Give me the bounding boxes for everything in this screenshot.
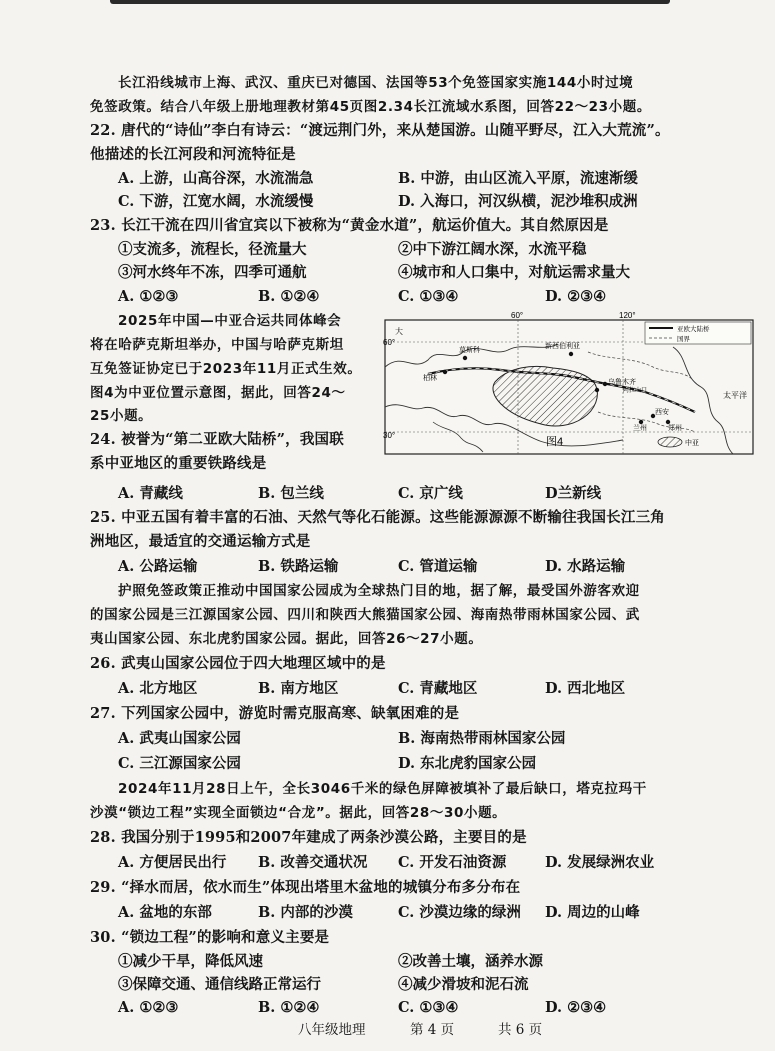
q24-option-b: B. 包兰线 — [258, 485, 324, 502]
q28-option-d: D. 发展绿洲农业 — [545, 854, 655, 871]
map-lon-60: 60° — [511, 312, 524, 320]
q28-option-c: C. 开发石油资源 — [398, 854, 507, 871]
q30-item-2: ②改善土壤，涵养水源 — [398, 953, 543, 970]
q23-item-4: ④城市和人口集中，对航运需求量大 — [398, 264, 630, 281]
intro2-line3: 互免签证协定已于2023年11月正式生效。 — [90, 361, 362, 377]
map-legend-central-asia: 中亚 — [685, 440, 699, 447]
q29-option-c: C. 沙漠边缘的绿洲 — [398, 904, 521, 921]
q30-stem: 30. “锁边工程”的影响和意义主要是 — [90, 929, 330, 946]
central-asia-map — [383, 312, 775, 460]
q27-option-a: A. 武夷山国家公园 — [118, 730, 241, 747]
map-label-xian: 西安 — [655, 409, 669, 416]
q23-item-1: ①支流多，流程长，径流量大 — [118, 241, 307, 258]
q25-option-c: C. 管道运输 — [398, 558, 478, 575]
q22-option-b: B. 中游，由山区流入平原，流速渐缓 — [398, 170, 638, 187]
map-label-lanzhou: 兰州 — [633, 425, 647, 432]
q28-option-a: A. 方便居民出行 — [118, 854, 227, 871]
q25-option-a: A. 公路运输 — [118, 558, 198, 575]
q25-stem-line2: 洲地区，最适宜的交通运输方式是 — [90, 533, 311, 550]
map-lon-120: 120° — [619, 312, 636, 320]
q24-option-d: D兰新线 — [545, 485, 602, 502]
map-lat-60: 60° — [383, 338, 396, 347]
q26-option-b: B. 南方地区 — [258, 680, 339, 697]
intro4-line1: 2024年11月28日上午，全长3046千米的绿色屏障被填补了最后缺口，塔克拉玛干 — [118, 781, 647, 797]
intro2-line5: 25小题。 — [90, 408, 153, 424]
map-label-alashankou: 阿拉山口 — [623, 388, 648, 394]
intro1-line2: 免签政策。结合八年级上册地理教材第45页图2.34长江流域水系图，回答22～23小题。 — [90, 99, 651, 115]
q23-stem: 23. 长江干流在四川省宜宾以下被称为“黄金水道”，航运价值大。其自然原因是 — [90, 217, 609, 234]
q29-option-b: B. 内部的沙漠 — [258, 904, 353, 921]
q28-stem: 28. 我国分别于1995和2007年建成了两条沙漠公路，主要目的是 — [90, 829, 527, 846]
q24-option-c: C. 京广线 — [398, 485, 463, 502]
q22-stem-line1: 22. 唐代的“诗仙”李白有诗云：“渡远荆门外，来从楚国游。山随平野尽，江入大荒流”。 — [90, 122, 670, 139]
q23-option-b: B. ①②④ — [258, 288, 320, 305]
q25-stem-line1: 25. 中亚五国有着丰富的石油、天然气等化石能源。这些能源源源不断输往我国长江三角 — [90, 509, 665, 526]
q30-option-b: B. ①②④ — [258, 999, 320, 1016]
map-label-pacific: 太平洋 — [723, 391, 747, 400]
q27-option-b: B. 海南热带雨林国家公园 — [398, 730, 566, 747]
map-lat-30: 30° — [383, 431, 396, 440]
intro3-line3: 夷山国家公园、东北虎豹国家公园。据此，回答26～27小题。 — [90, 631, 483, 647]
intro2-line4: 图4为中亚位置示意图，据此，回答24～ — [90, 385, 346, 401]
q26-option-a: A. 北方地区 — [118, 680, 198, 697]
map-label-moscow: 莫斯科 — [459, 347, 480, 354]
q23-option-a: A. ①②③ — [118, 288, 179, 305]
map-legend-railway: 亚欧大陆桥 — [677, 326, 710, 333]
q27-option-d: D. 东北虎豹国家公园 — [398, 755, 537, 772]
footer-subject: 八年级地理 — [298, 1022, 366, 1038]
q30-item-4: ④减少滑坡和泥石流 — [398, 976, 529, 993]
q23-option-c: C. ①③④ — [398, 288, 459, 305]
map-label-urumqi: 乌鲁木齐 — [608, 379, 636, 386]
footer-page-number: 第 4 页 — [410, 1022, 455, 1038]
q30-item-1: ①减少干旱，降低风速 — [118, 953, 263, 970]
footer-total-pages: 共 6 页 — [498, 1022, 543, 1038]
q27-option-c: C. 三江源国家公园 — [118, 755, 241, 772]
q22-option-c: C. 下游，江宽水阔，水流缓慢 — [118, 193, 314, 210]
intro3-line2: 的国家公园是三江源国家公园、四川和陕西大熊猫国家公园、海南热带雨林国家公园、武 — [90, 607, 640, 623]
intro4-line2: 沙漠“锁边工程”实现全面锁边“合龙”。据此，回答28～30小题。 — [90, 805, 507, 821]
q22-option-a: A. 上游，山高谷深，水流湍急 — [118, 170, 314, 187]
q22-option-d: D. 入海口，河汉纵横，泥沙堆积成洲 — [398, 193, 638, 210]
q26-stem: 26. 武夷山国家公园位于四大地理区域中的是 — [90, 655, 386, 672]
q28-option-b: B. 改善交通状况 — [258, 854, 368, 871]
q26-option-d: D. 西北地区 — [545, 680, 626, 697]
q22-stem-line2: 他描述的长江河段和河流特征是 — [90, 146, 296, 163]
q30-option-a: A. ①②③ — [118, 999, 179, 1016]
map-label-novosibirsk: 新西伯利亚 — [545, 343, 580, 350]
intro3-line1: 护照免签政策正推动中国国家公园成为全球热门目的地，据了解，最受国外游客欢迎 — [118, 583, 640, 599]
q23-option-d: D. ②③④ — [545, 288, 607, 305]
map-legend-border: 国界 — [677, 336, 690, 343]
map-label-zhengzhou: 郑州 — [668, 425, 682, 432]
intro1-line1: 长江沿线城市上海、武汉、重庆已对德国、法国等53个免签国家实施144小时过境 — [118, 75, 634, 91]
q25-option-d: D. 水路运输 — [545, 558, 626, 575]
intro2-line2: 将在哈萨克斯坦举办，中国与哈萨克斯坦 — [90, 337, 344, 353]
intro2-line1: 2025年中国—中亚合运共同体峰会 — [118, 313, 342, 329]
q24-stem-line1: 24. 被誉为“第二亚欧大陆桥”，我国联 — [90, 431, 344, 448]
q24-option-a: A. 青藏线 — [118, 485, 183, 502]
q24-stem-line2: 系中亚地区的重要铁路线是 — [90, 455, 267, 472]
q30-item-3: ③保障交通、通信线路正常运行 — [118, 976, 321, 993]
q29-option-d: D. 周边的山峰 — [545, 904, 640, 921]
q23-item-2: ②中下游江阔水深，水流平稳 — [398, 241, 587, 258]
top-edge-bar — [110, 0, 670, 4]
q27-stem: 27. 下列国家公园中，游览时需克服高寒、缺氧困难的是 — [90, 705, 460, 722]
map-label-berlin: 柏林 — [423, 375, 437, 382]
q30-option-c: C. ①③④ — [398, 999, 459, 1016]
q30-option-d: D. ②③④ — [545, 999, 607, 1016]
map-caption: 图4 — [546, 436, 564, 448]
q23-item-3: ③河水终年不冻，四季可通航 — [118, 264, 307, 281]
q25-option-b: B. 铁路运输 — [258, 558, 339, 575]
q26-option-c: C. 青藏地区 — [398, 680, 478, 697]
q29-stem: 29. “择水而居，依水而生”体现出塔里木盆地的城镇分布多分布在 — [90, 879, 521, 896]
map-label-ocean-left: 大 — [395, 327, 403, 336]
q29-option-a: A. 盆地的东部 — [118, 904, 212, 921]
